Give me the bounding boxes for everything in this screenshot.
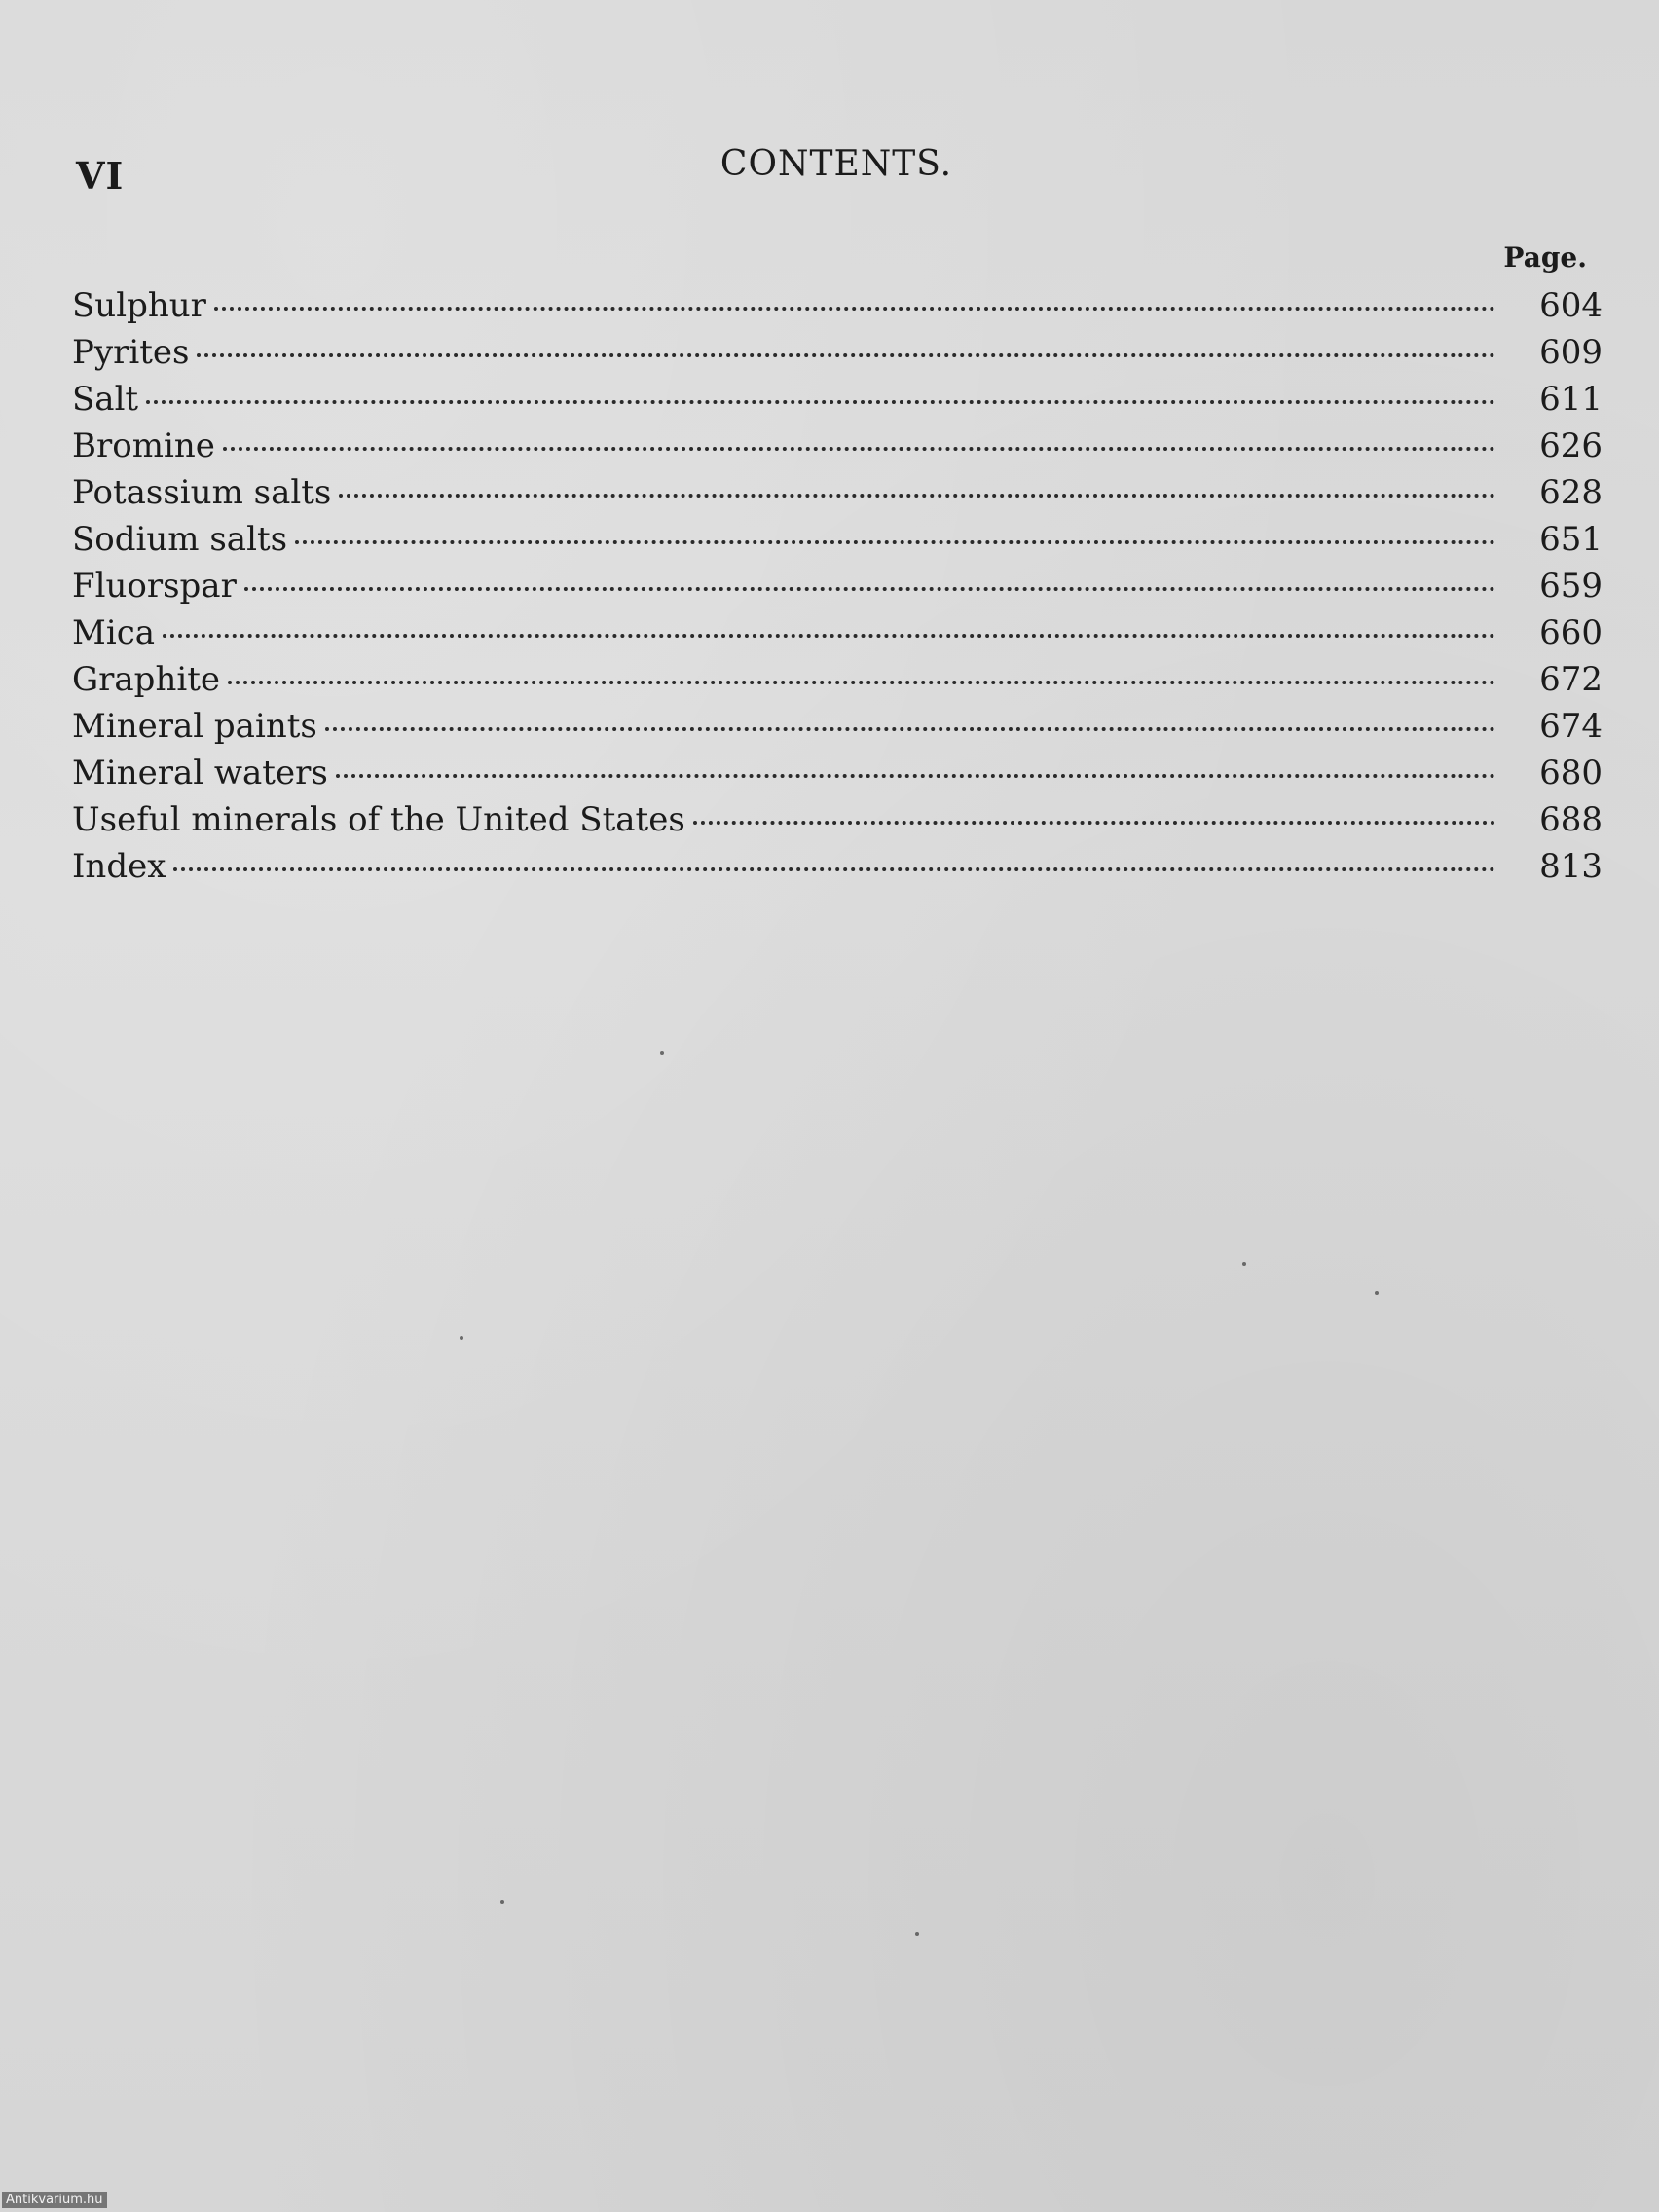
paper-speck [500, 1900, 504, 1904]
toc-entry-salt [72, 376, 1603, 423]
toc-entry-title: Index [72, 847, 166, 886]
paper-speck [460, 1336, 463, 1340]
toc-entry-title: Bromine [72, 426, 215, 465]
toc-entry-page: 813 [1539, 847, 1603, 886]
toc-entry-sodium-salts [72, 516, 1603, 563]
dot-leader [339, 494, 1495, 498]
toc-entry-mineral-paints [72, 703, 1603, 750]
dot-leader [163, 634, 1495, 638]
toc-entry-mica [72, 609, 1603, 656]
toc-entry-page: 651 [1539, 520, 1603, 559]
toc-entry-pyrites [72, 329, 1603, 376]
paper-speck [1375, 1291, 1379, 1295]
toc-entry-title: Pyrites [72, 333, 190, 372]
dot-leader [325, 727, 1495, 731]
dot-leader [214, 307, 1495, 311]
toc-entry-title: Mineral paints [72, 707, 317, 746]
toc-entry-page: 626 [1539, 426, 1603, 465]
toc-entry-index [72, 843, 1603, 890]
page-number: VI [76, 154, 125, 198]
page-column-label: Page. [1503, 241, 1587, 274]
dot-leader [295, 540, 1495, 544]
watermark: Antikvarium.hu [2, 2192, 107, 2208]
toc-entry-title: Sodium salts [72, 520, 288, 559]
toc-entry-page: 604 [1539, 286, 1603, 325]
toc-entry-page: 628 [1539, 473, 1603, 512]
dot-leader [244, 587, 1495, 591]
toc-entry-title: Fluorspar [72, 567, 237, 606]
toc-entry-title: Graphite [72, 660, 221, 699]
toc-entry-bromine [72, 423, 1603, 469]
toc-entry-title: Mica [72, 613, 155, 652]
toc-entry-title: Sulphur [72, 286, 206, 325]
dot-leader [173, 867, 1495, 871]
toc-entry-title: Salt [72, 380, 139, 419]
toc-entry-page: 609 [1539, 333, 1603, 372]
toc-entry-page: 674 [1539, 707, 1603, 746]
dot-leader [693, 821, 1495, 825]
dot-leader [228, 681, 1495, 684]
toc-entry-potassium-salts [72, 469, 1603, 516]
toc-entry-sulphur [72, 282, 1603, 329]
toc-entry-graphite [72, 656, 1603, 703]
paper-speck [660, 1051, 664, 1055]
toc-entry-title: Mineral waters [72, 754, 328, 793]
table-of-contents [72, 282, 1603, 890]
toc-entry-page: 659 [1539, 567, 1603, 606]
dot-leader [197, 353, 1495, 357]
dot-leader [336, 774, 1495, 778]
dot-leader [223, 447, 1495, 451]
dot-leader [146, 400, 1495, 404]
toc-entry-title: Useful minerals of the United States [72, 800, 685, 839]
toc-entry-page: 680 [1539, 754, 1603, 793]
toc-entry-title: Potassium salts [72, 473, 332, 512]
toc-entry-page: 672 [1539, 660, 1603, 699]
toc-entry-useful-minerals [72, 796, 1603, 843]
paper-speck [915, 1932, 919, 1936]
toc-entry-fluorspar [72, 563, 1603, 609]
page-title: CONTENTS. [719, 144, 953, 184]
toc-entry-page: 660 [1539, 613, 1603, 652]
paper-speck [1242, 1262, 1246, 1266]
toc-entry-mineral-waters [72, 750, 1603, 796]
toc-entry-page: 611 [1539, 380, 1603, 419]
toc-entry-page: 688 [1539, 800, 1603, 839]
